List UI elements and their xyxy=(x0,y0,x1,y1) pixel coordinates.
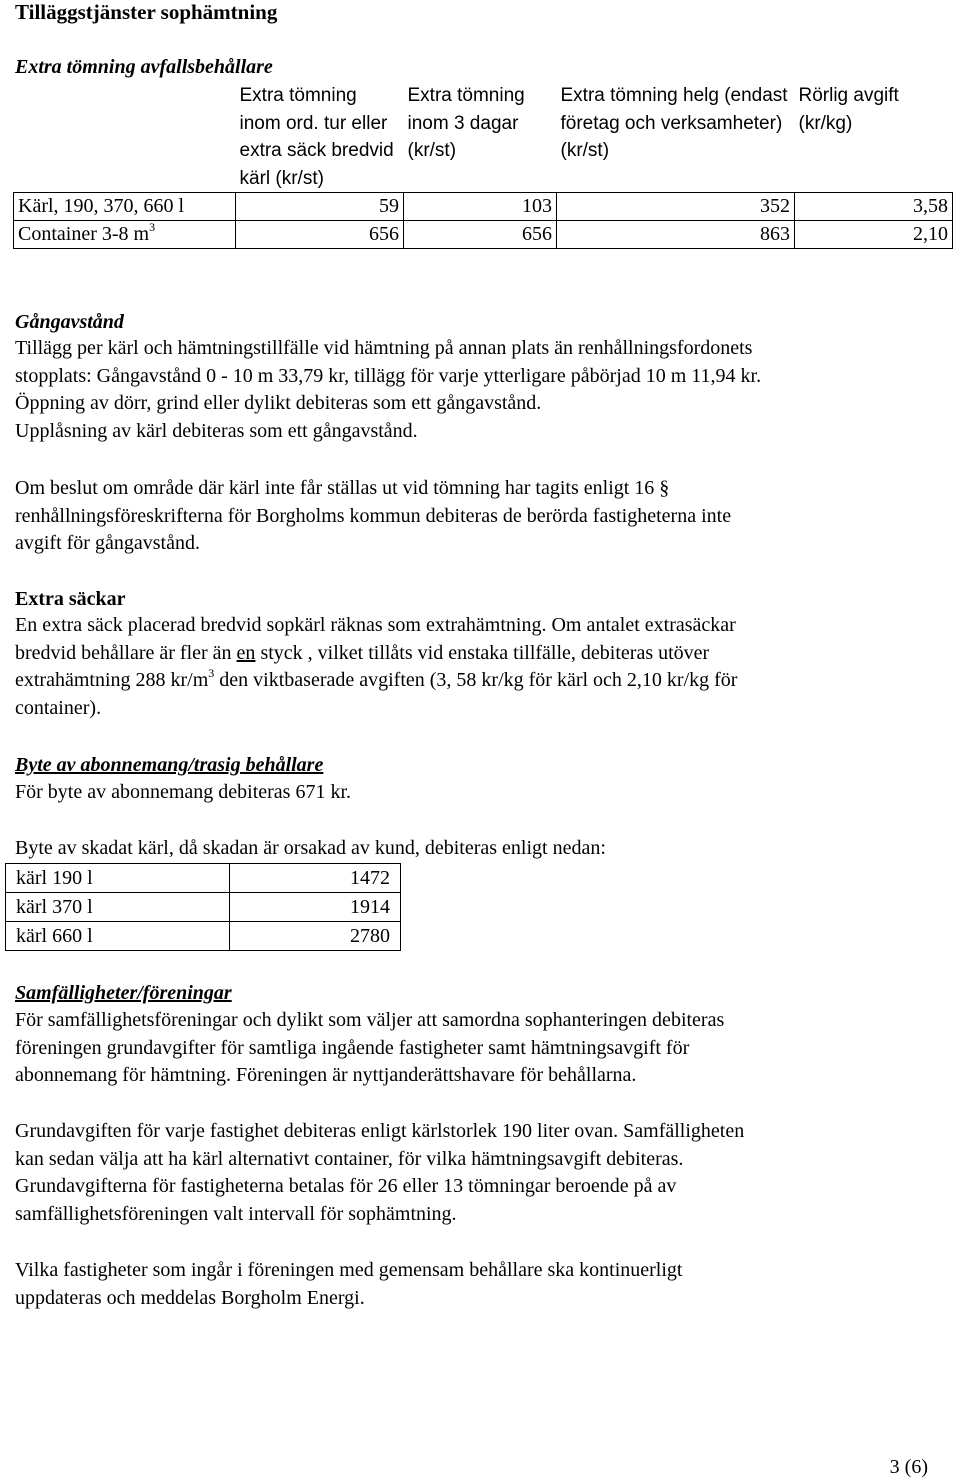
extra-sackar-paragraph: En extra säck placerad bredvid sopkärl räknas som extrahämtning. Om antalet extrasäckar bredvid behållare är fler än en styck , vilket tillåts vid enstaka tillfälle, debiteras utöver extrahämtning 288 $kr/m^3$ den viktbaserade avgiften (3, 58 kr/kg för kärl och 2,10 kr/kg för container). xyxy=(15,614,738,719)
table-header-cell: Extra tömning inom ord. tur eller extra säck bredvid kärl (kr/st) xyxy=(239,85,394,189)
gangavstand-text: Tillägg per kärl och hämtningstillfälle vid hämtning på annan plats än renhållningsfordonets stopplats: Gångavstånd 0 - 10 m 33,79 kr, tillägg för varje ytterligare påbörjad 10 m 11,94 kr. Öppning av dörr, grind eller dylikt debiteras som ett gångavstånd. Upplåsning av kärl debiteras som ett gångavstånd. xyxy=(15,337,762,442)
table-header-row xyxy=(14,82,953,193)
table-cell: 352 xyxy=(557,193,795,221)
section-heading-extra-sackar: Extra säckar xyxy=(15,588,126,610)
table-cell: 3,58 xyxy=(795,193,953,221)
table-cell: 1472 xyxy=(230,864,401,893)
table-row xyxy=(14,221,953,249)
table-cell-label: kärl 660 l xyxy=(6,922,230,951)
beslut-paragraph: Om beslut om område där kärl inte får ställas ut vid tömning har tagits enligt 16 § renhållningsföreskrifterna för Borgholms kommun debiteras de berörda fastigheterna inte avgift för gångavstånd. xyxy=(15,477,732,554)
table-cell-label: Container 3-8 $m^3$ xyxy=(14,221,236,249)
samf-paragraph-3: Vilka fastigheter som ingår i föreningen med gemensam behållare ska kontinuerligt uppdateras och meddelas Borgholm Energi. xyxy=(15,1259,683,1309)
table-cell-label: kärl 370 l xyxy=(6,893,230,922)
table-row xyxy=(6,922,401,951)
byte-skadat-text: Byte av skadat kärl, då skadan är orsakad av kund, debiteras enligt nedan: xyxy=(15,837,606,859)
table-cell: 2780 xyxy=(230,922,401,951)
samf-paragraph-2: Grundavgiften för varje fastighet debiteras enligt kärlstorlek 190 liter ovan. Samfälligheten kan sedan välja att ha kärl alternativt container, för vilka hämtningsavgift debiteras. Grundavgifterna för fastigheterna betalas för 26 eller 13 tömningar beroende på av samfällighetsföreningen valt intervall för sophämtning. xyxy=(15,1120,745,1225)
table-cell-label: kärl 190 l xyxy=(6,864,230,893)
section-heading-byte: Byte av abonnemang/trasig behållare xyxy=(15,754,324,776)
section-heading-gangavstand: Gångavstånd xyxy=(15,311,124,333)
table-row xyxy=(14,193,953,221)
table-header-cell: Rörlig avgift (kr/kg) xyxy=(798,85,899,134)
table-header-cell xyxy=(14,82,236,193)
table-cell-label: Kärl, 190, 370, 660 l xyxy=(14,193,236,221)
damaged-container-table xyxy=(5,863,401,951)
table-cell: 2,10 xyxy=(795,221,953,249)
table-cell: 656 xyxy=(404,221,557,249)
table-row xyxy=(6,893,401,922)
table-cell: 656 xyxy=(236,221,404,249)
table-cell: 1914 xyxy=(230,893,401,922)
table-cell: 103 xyxy=(404,193,557,221)
table-cell: 59 xyxy=(236,193,404,221)
table-row xyxy=(6,864,401,893)
samf-paragraph-1: För samfällighetsföreningar och dylikt som väljer att samordna sophanteringen debiteras föreningen grundavgifter för samtliga ingående fastigheter samt hämtningsavgift för abonnemang för hämtning. Föreningen är nyttjanderättshavare för behållarna. xyxy=(15,1009,725,1086)
byte-abonnemang-text: För byte av abonnemang debiteras 671 kr. xyxy=(15,781,352,803)
table-cell: 863 xyxy=(557,221,795,249)
page-number: 3 (6) xyxy=(889,1456,928,1478)
page-title: Tilläggstjänster sophämtning xyxy=(15,0,278,24)
extra-tomning-table xyxy=(13,82,953,249)
table-header-cell: Extra tömning helg (endast företag och verksamheter) (kr/st) xyxy=(560,85,788,161)
section-heading-samfalligheter: Samfälligheter/föreningar xyxy=(15,982,232,1004)
section-heading-extra-tomning: Extra tömning avfallsbehållare xyxy=(15,56,273,78)
table-header-cell: Extra tömning inom 3 dagar (kr/st) xyxy=(407,85,525,161)
